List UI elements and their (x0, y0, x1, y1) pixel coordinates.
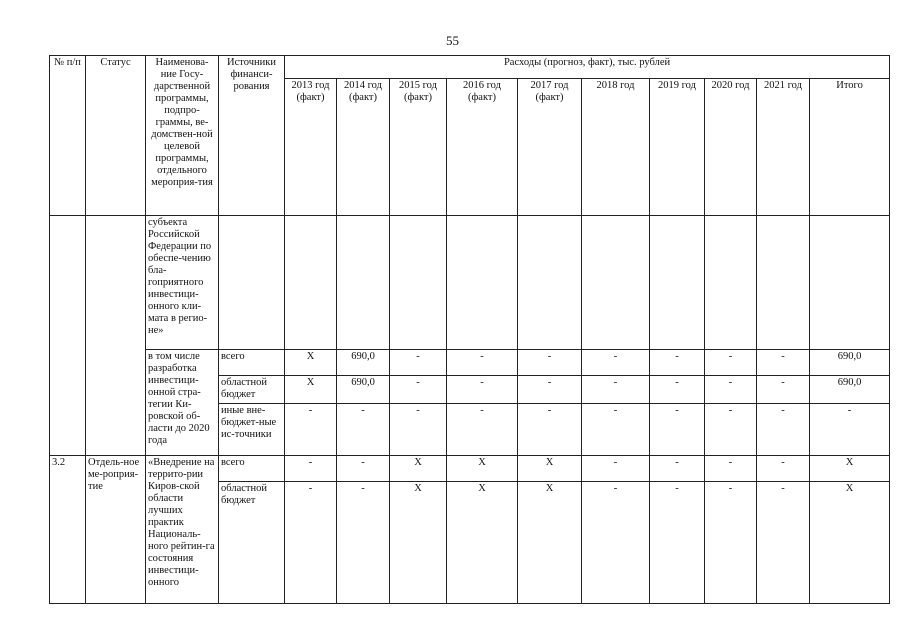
value-cell: X (810, 482, 890, 604)
value-cell: X (447, 482, 518, 604)
value-cell: - (650, 456, 705, 482)
value-cell: 690,0 (337, 376, 390, 404)
header-year-2019: 2019 год (650, 79, 705, 216)
value-cell: - (582, 404, 650, 456)
header-source: Источники финанси-рования (219, 56, 285, 216)
value-cell: - (650, 482, 705, 604)
cell-empty (810, 216, 890, 350)
header-year-2018: 2018 год (582, 79, 650, 216)
value-cell: - (285, 482, 337, 604)
header-year-2020: 2020 год (705, 79, 757, 216)
value-cell: X (390, 456, 447, 482)
expenses-table (49, 55, 890, 604)
value-cell: - (757, 404, 810, 456)
value-cell: - (582, 350, 650, 376)
header-year-2015: 2015 год (факт) (390, 79, 447, 216)
source-cell: иные вне-бюджет-ные ис-точники (219, 404, 285, 456)
cell-empty (582, 216, 650, 350)
value-cell: - (705, 482, 757, 604)
value-cell: 690,0 (810, 350, 890, 376)
cell-empty (337, 216, 390, 350)
value-cell: - (390, 404, 447, 456)
source-cell: всего (219, 456, 285, 482)
header-expenses: Расходы (прогноз, факт), тыс. рублей (285, 56, 890, 79)
value-cell: - (757, 482, 810, 604)
header-year-2017: 2017 год (факт) (518, 79, 582, 216)
value-cell: X (810, 456, 890, 482)
value-cell: - (582, 376, 650, 404)
expenses-table-container (49, 55, 890, 604)
value-cell: - (582, 482, 650, 604)
value-cell: - (650, 404, 705, 456)
value-cell: - (447, 376, 518, 404)
value-cell: - (757, 456, 810, 482)
value-cell: - (705, 404, 757, 456)
value-cell: - (810, 404, 890, 456)
value-cell: 690,0 (810, 376, 890, 404)
header-row-1 (50, 56, 890, 79)
value-cell: - (650, 350, 705, 376)
header-number: № п/п (50, 56, 86, 216)
value-cell: - (337, 456, 390, 482)
cell-empty (285, 216, 337, 350)
header-total: Итого (810, 79, 890, 216)
value-cell: - (650, 376, 705, 404)
header-year-2013: 2013 год (факт) (285, 79, 337, 216)
continuation-row (50, 216, 890, 350)
page-number: 55 (446, 33, 459, 48)
cell-empty (219, 216, 285, 350)
value-cell: X (447, 456, 518, 482)
cell-empty (757, 216, 810, 350)
continuation-name: субъекта Российской Федерации по обеспе-чению бла-гоприятного инвестици-онного кли-мата в регио-не» (146, 216, 219, 350)
value-cell: - (390, 376, 447, 404)
value-cell: - (705, 350, 757, 376)
source-cell: областной бюджет (219, 482, 285, 604)
table-row (50, 456, 890, 482)
cell-empty (650, 216, 705, 350)
item-number: 3.2 (50, 456, 86, 604)
source-cell: областной бюджет (219, 376, 285, 404)
cell-empty (705, 216, 757, 350)
value-cell: - (447, 350, 518, 376)
table-row (50, 350, 890, 376)
value-cell: - (757, 376, 810, 404)
value-cell: - (582, 456, 650, 482)
header-year-2021: 2021 год (757, 79, 810, 216)
value-cell: X (518, 482, 582, 604)
value-cell: X (518, 456, 582, 482)
value-cell: - (447, 404, 518, 456)
value-cell: - (285, 456, 337, 482)
item-status: Отдель-ное ме-роприя-тие (86, 456, 146, 604)
header-name: Наименова-ние Госу-дарственной программы, подпро-граммы, ве-домствен-ной целевой программы, отдельного мероприя-тия (146, 56, 219, 216)
value-cell: - (337, 482, 390, 604)
cell-status-empty (86, 216, 146, 456)
item-name: «Внедрение на террито-рии Киров-ской области лучших практик Националь-ного рейтин-га состояния инвестици-онного (146, 456, 219, 604)
cell-empty (447, 216, 518, 350)
value-cell: - (337, 404, 390, 456)
header-year-2016: 2016 год (факт) (447, 79, 518, 216)
cell-number-empty (50, 216, 86, 456)
value-cell: X (285, 350, 337, 376)
header-status: Статус (86, 56, 146, 216)
value-cell: - (518, 404, 582, 456)
value-cell: X (390, 482, 447, 604)
value-cell: 690,0 (337, 350, 390, 376)
value-cell: - (705, 456, 757, 482)
value-cell: - (518, 350, 582, 376)
value-cell: - (390, 350, 447, 376)
sub-name: в том числе разработка инвестици-онной стра-тегии Ки-ровской об-ласти до 2020 года (146, 350, 219, 456)
cell-empty (390, 216, 447, 350)
value-cell: - (285, 404, 337, 456)
source-cell: всего (219, 350, 285, 376)
cell-empty (518, 216, 582, 350)
header-year-2014: 2014 год (факт) (337, 79, 390, 216)
value-cell: X (285, 376, 337, 404)
value-cell: - (705, 376, 757, 404)
value-cell: - (757, 350, 810, 376)
value-cell: - (518, 376, 582, 404)
